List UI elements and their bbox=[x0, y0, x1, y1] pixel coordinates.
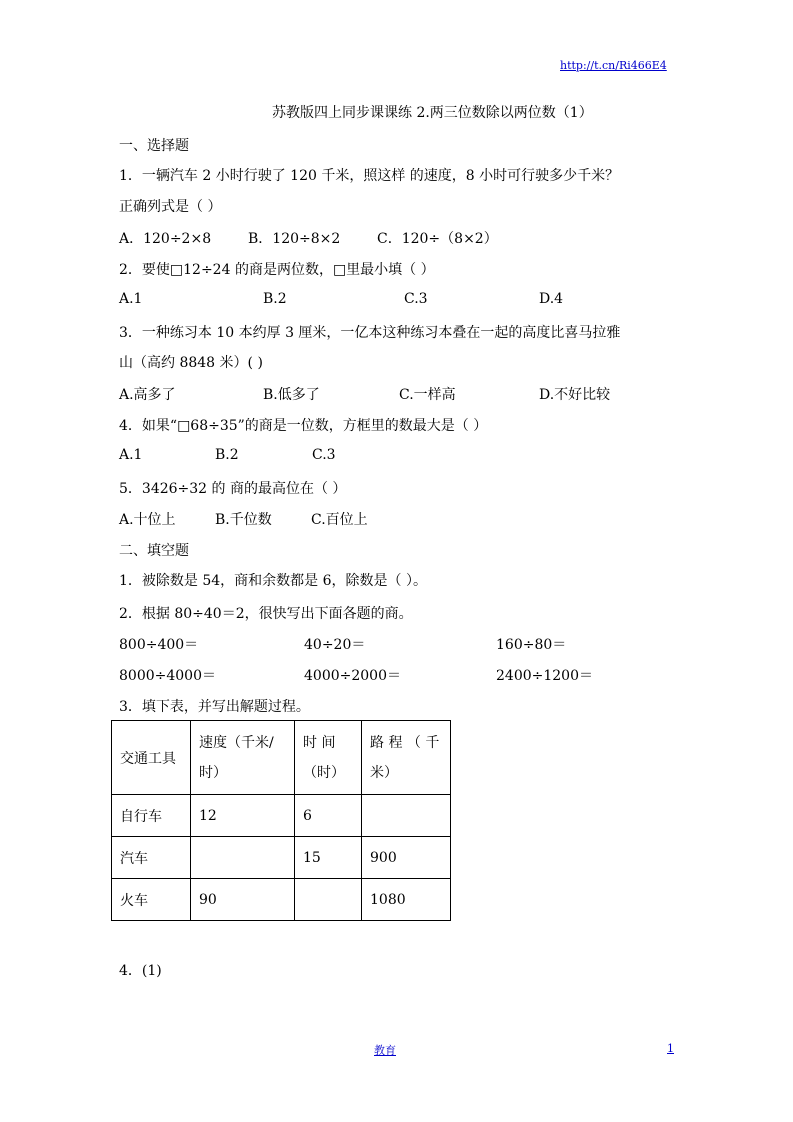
fill-q1-text: 1．被除数是 54，商和余数都是 6，除数是（ ）。 bbox=[119, 573, 427, 589]
cell-vehicle: 火车 bbox=[112, 879, 191, 921]
transport-table bbox=[111, 720, 451, 921]
table-row bbox=[112, 837, 451, 879]
section1-heading: 一、选择题 bbox=[119, 138, 189, 154]
cell-distance: 1080 bbox=[362, 879, 451, 921]
q1-option-b: B．120÷8×2 bbox=[248, 231, 341, 247]
calc-item: 800÷400＝ bbox=[119, 637, 199, 653]
header-time: 时 间 （时） bbox=[295, 721, 362, 795]
page-title: 苏教版四上同步课课练 2.两三位数除以两位数（1） bbox=[272, 105, 593, 121]
table-row bbox=[112, 795, 451, 837]
fill-q3-text: 3．填下表，并写出解题过程。 bbox=[119, 699, 310, 715]
q2-option-c: C.3 bbox=[404, 291, 428, 307]
header-speed: 速度（千米/ 时） bbox=[191, 721, 295, 795]
q1-text-line1: 1．一辆汽车 2 小时行驶了 120 千米，照这样 的速度，8 小时可行驶多少千米？ bbox=[119, 168, 620, 184]
calc-item: 4000÷2000＝ bbox=[304, 668, 401, 684]
page-number[interactable]: 1 bbox=[667, 1042, 674, 1055]
fill-q4-text: 4．(1) bbox=[119, 963, 162, 979]
q1-text-line2: 正确列式是（ ） bbox=[119, 199, 222, 215]
q3-option-d: D.不好比较 bbox=[539, 387, 611, 403]
footer-link[interactable]: 教育 bbox=[374, 1044, 396, 1057]
cell-vehicle: 汽车 bbox=[112, 837, 191, 879]
q3-option-b: B.低多了 bbox=[263, 387, 320, 403]
q5-text: 5．3426÷32 的 商的最高位在（ ） bbox=[119, 481, 347, 497]
calc-item: 160÷80＝ bbox=[496, 637, 567, 653]
q4-option-b: B.2 bbox=[215, 447, 239, 463]
q1-option-a: A．120÷2×8 bbox=[119, 231, 212, 247]
cell-speed bbox=[191, 837, 295, 879]
header-vehicle: 交通工具 bbox=[112, 721, 191, 795]
q3-option-a: A.高多了 bbox=[119, 387, 176, 403]
calc-item: 2400÷1200＝ bbox=[496, 668, 593, 684]
cell-distance bbox=[362, 795, 451, 837]
section2-heading: 二、填空题 bbox=[119, 543, 189, 559]
table-header-row bbox=[112, 721, 451, 795]
cell-time: 15 bbox=[295, 837, 362, 879]
fill-q2-text: 2．根据 80÷40＝2，很快写出下面各题的商。 bbox=[119, 606, 413, 622]
q2-text: 2．要使□12÷24 的商是两位数，□里最小填（ ） bbox=[119, 262, 435, 278]
cell-time: 6 bbox=[295, 795, 362, 837]
q5-option-c: C.百位上 bbox=[311, 512, 368, 528]
table-row bbox=[112, 879, 451, 921]
q2-option-b: B.2 bbox=[263, 291, 287, 307]
q3-text-line2: 山（高约 8848 米）( ) bbox=[119, 355, 263, 371]
q5-option-b: B.千位数 bbox=[215, 512, 272, 528]
calc-item: 8000÷4000＝ bbox=[119, 668, 216, 684]
cell-time bbox=[295, 879, 362, 921]
cell-distance: 900 bbox=[362, 837, 451, 879]
q2-option-a: A.1 bbox=[119, 291, 143, 307]
cell-speed: 12 bbox=[191, 795, 295, 837]
q4-option-a: A.1 bbox=[119, 447, 143, 463]
q3-text-line1: 3．一种练习本 10 本约厚 3 厘米，一亿本这种练习本叠在一起的高度比喜马拉雅 bbox=[119, 325, 621, 341]
q3-option-c: C.一样高 bbox=[399, 387, 456, 403]
cell-speed: 90 bbox=[191, 879, 295, 921]
q4-option-c: C.3 bbox=[312, 447, 336, 463]
cell-vehicle: 自行车 bbox=[112, 795, 191, 837]
q1-option-c: C．120÷（8×2） bbox=[377, 231, 498, 247]
header-distance: 路 程 （ 千 米） bbox=[362, 721, 451, 795]
q2-option-d: D.4 bbox=[539, 291, 564, 307]
q4-text: 4．如果“□68÷35”的商是一位数，方框里的数最大是（ ） bbox=[119, 418, 488, 434]
q5-option-a: A.十位上 bbox=[119, 512, 176, 528]
calc-item: 40÷20＝ bbox=[304, 637, 366, 653]
header-link[interactable]: http://t.cn/Ri466E4 bbox=[560, 59, 667, 72]
